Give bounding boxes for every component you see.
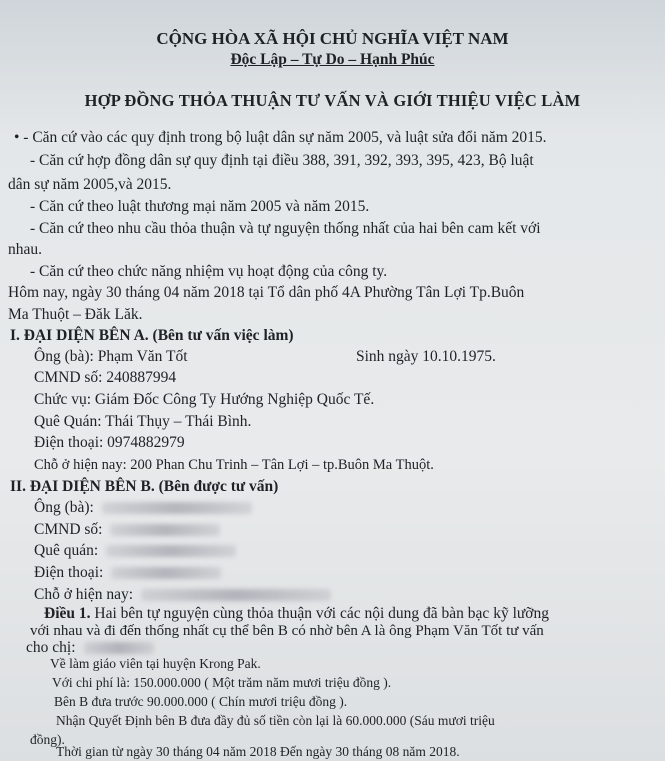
article-1-line: với nhau và đi đến thống nhất cụ thể bên B có nhờ bên A là ông Phạm Văn Tốt tư vấn <box>30 623 544 639</box>
article-1-text: cho chị: <box>26 639 76 656</box>
party-a-phone: Điện thoại: 0974882979 <box>34 434 185 451</box>
party-b-name-row <box>34 499 252 517</box>
preamble-line: • - Căn cứ vào các quy định trong bộ luật dân sự năm 2005, và luật sửa đổi năm 2015. <box>14 129 547 146</box>
article-1-line: đồng). <box>30 732 65 747</box>
preamble-line: - Căn cứ theo luật thương mại năm 2005 và năm 2015. <box>30 198 370 215</box>
redacted-field <box>102 502 252 514</box>
preamble-line: nhau. <box>8 241 43 258</box>
preamble-line: - Căn cứ theo chức năng nhiệm vụ hoạt động của công ty. <box>30 263 388 280</box>
preamble-line: - Căn cứ hợp đồng dân sự quy định tại điều 388, 391, 392, 393, 395, 423, Bộ luật <box>30 152 534 169</box>
article-1-line: Với chi phí là: 150.000.000 ( Một trăm năm mươi triệu đồng ). <box>52 675 392 690</box>
party-a-dob: Sinh ngày 10.10.1975. <box>356 348 496 365</box>
motto: Độc Lập – Tự Do – Hạnh Phúc <box>230 51 435 68</box>
document-title: HỢP ĐỒNG THỎA THUẬN TƯ VẤN VÀ GIỚI THIỆU VIỆC LÀM <box>84 91 581 110</box>
redacted-field <box>84 642 154 654</box>
party-a-address: Chỗ ở hiện nay: 200 Phan Chu Trinh – Tân Lợi – tp.Buôn Ma Thuột. <box>34 457 434 473</box>
party-b-id-row <box>34 521 220 539</box>
party-b-id-label: CMND số: <box>34 521 103 538</box>
redacted-field <box>111 567 221 579</box>
article-1-text: Hai bên tự nguyện cùng thỏa thuận với các nội dung đã bàn bạc kỹ lưỡng <box>94 605 549 622</box>
party-b-heading: II. ĐẠI DIỆN BÊN B. (Bên được tư vấn) <box>10 478 279 495</box>
party-b-address-row <box>34 586 331 604</box>
party-a-id: CMND số: 240887994 <box>34 369 177 386</box>
redacted-field <box>110 524 220 536</box>
article-1-line <box>44 605 549 623</box>
party-a-heading: I. ĐẠI DIỆN BÊN A. (Bên tư vấn việc làm) <box>10 327 294 344</box>
preamble-line: Ma Thuột – Đăk Lăk. <box>8 306 143 323</box>
party-b-hometown-label: Quê quán: <box>34 542 99 559</box>
party-a-hometown: Quê Quán: Thái Thụy – Thái Bình. <box>34 413 252 430</box>
article-1-line: Về làm giáo viên tại huyện Krong Pak. <box>50 656 261 671</box>
party-b-phone-row <box>34 564 221 582</box>
preamble-line: - Căn cứ theo nhu cầu thỏa thuận và tự nguyện thống nhất của hai bên cam kết với <box>30 220 541 237</box>
article-1-line: Bên B đưa trước 90.000.000 ( Chín mươi triệu đồng ). <box>54 694 348 709</box>
article-1-line: Thời gian từ ngày 30 tháng 04 năm 2018 Đến ngày 30 tháng 08 năm 2018. <box>56 744 460 759</box>
party-b-phone-label: Điện thoại: <box>34 564 104 581</box>
party-b-hometown-row <box>34 542 236 560</box>
party-a-name: Ông (bà): Phạm Văn Tốt <box>34 348 188 365</box>
party-b-name-label: Ông (bà): <box>34 499 94 516</box>
redacted-field <box>141 589 331 601</box>
article-1-label: Điều 1. <box>44 605 91 622</box>
redacted-field <box>106 545 236 557</box>
article-1-line <box>26 639 154 657</box>
preamble-line: dân sự năm 2005,và 2015. <box>8 176 172 193</box>
party-b-address-label: Chỗ ở hiện nay: <box>34 586 134 603</box>
preamble-line: Hôm nay, ngày 30 tháng 04 năm 2018 tại Tổ dân phố 4A Phường Tân Lợi Tp.Buôn <box>8 284 525 301</box>
nation-heading: CỘNG HÒA XÃ HỘI CHỦ NGHĨA VIỆT NAM <box>156 29 509 48</box>
party-a-position: Chức vụ: Giám Đốc Công Ty Hướng Nghiệp Quốc Tế. <box>34 391 375 408</box>
article-1-line: Nhận Quyết Định bên B đưa đầy đủ số tiền còn lại là 60.000.000 (Sáu mươi triệu <box>56 713 495 728</box>
